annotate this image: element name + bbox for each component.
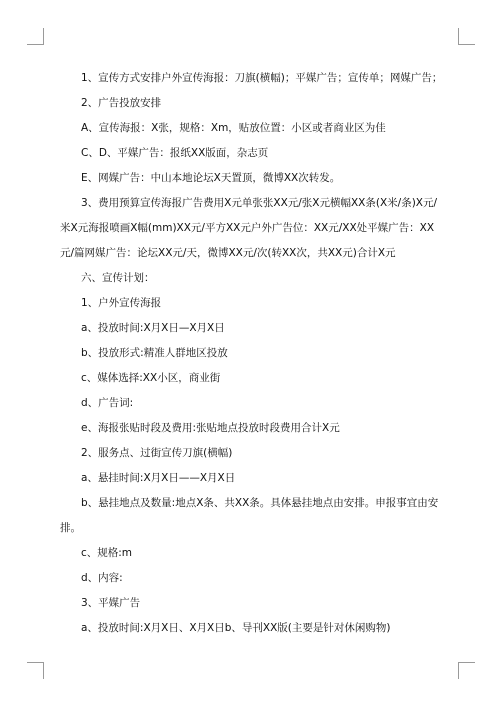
paragraph-9: a、投放时间:X月X日—X月X日 [81,322,225,334]
paragraph-19: 3、平媒广告 [81,597,141,609]
paragraph-13: e、海报张贴时段及费用:张贴地点投放时段费用合计X元 [81,422,340,434]
paragraph-6: 3、费用预算宣传海报广告费用X元单张张XX元/张X元横幅XX条(X米/条)X元/米X元海报喷画X幅(mm)XX元/平方XX元户外广告位：XX元/XX处平媒广告：XX元/篇网媒广告：论坛XX元/天，微博XX元/次(转XX次，共XX元)合计X元 [60,197,438,259]
paragraph-18: d、内容: [81,572,123,584]
crop-mark-top-right [458,28,475,45]
document-body [60,66,445,641]
paragraph-4: C、D、平媒广告：报纸XX版面，杂志页 [81,147,269,159]
paragraph-1: 1、宣传方式安排户外宣传海报：刀旗(横幅)；平媒广告；宣传单；网媒广告； [81,72,443,84]
crop-mark-bottom-left [27,662,44,679]
paragraph-5: E、网媒广告：中山本地论坛X天置顶，微博XX次转发。 [81,172,341,184]
paragraph-14: 2、服务点、过街宣传刀旗(横幅) [81,447,233,459]
paragraph-2: 2、广告投放安排 [81,97,162,109]
paragraph-10: b、投放形式:精准人群地区投放 [81,347,228,359]
paragraph-20: a、投放时间:X月X日、X月X日b、导刊XX版(主要是针对休闲购物) [81,622,391,634]
paragraph-17: c、规格:m [81,547,133,559]
paragraph-12: d、广告词: [81,397,134,409]
crop-mark-bottom-right [458,662,475,679]
paragraph-8: 1、户外宣传海报 [81,297,162,309]
crop-mark-top-left [27,28,44,45]
paragraph-7: 六、宣传计划： [81,272,155,284]
paragraph-15: a、悬挂时间:X月X日——X月X日 [81,472,236,484]
paragraph-11: c、媒体选择:XX小区，商业街 [81,372,221,384]
paragraph-3: A、宣传海报：X张，规格：Xm，贴放位置：小区或者商业区为佳 [81,122,386,134]
paragraph-16: b、悬挂地点及数量:地点X条、共XX条。具体悬挂地点由安排。申报事宜由安排。 [60,497,439,534]
